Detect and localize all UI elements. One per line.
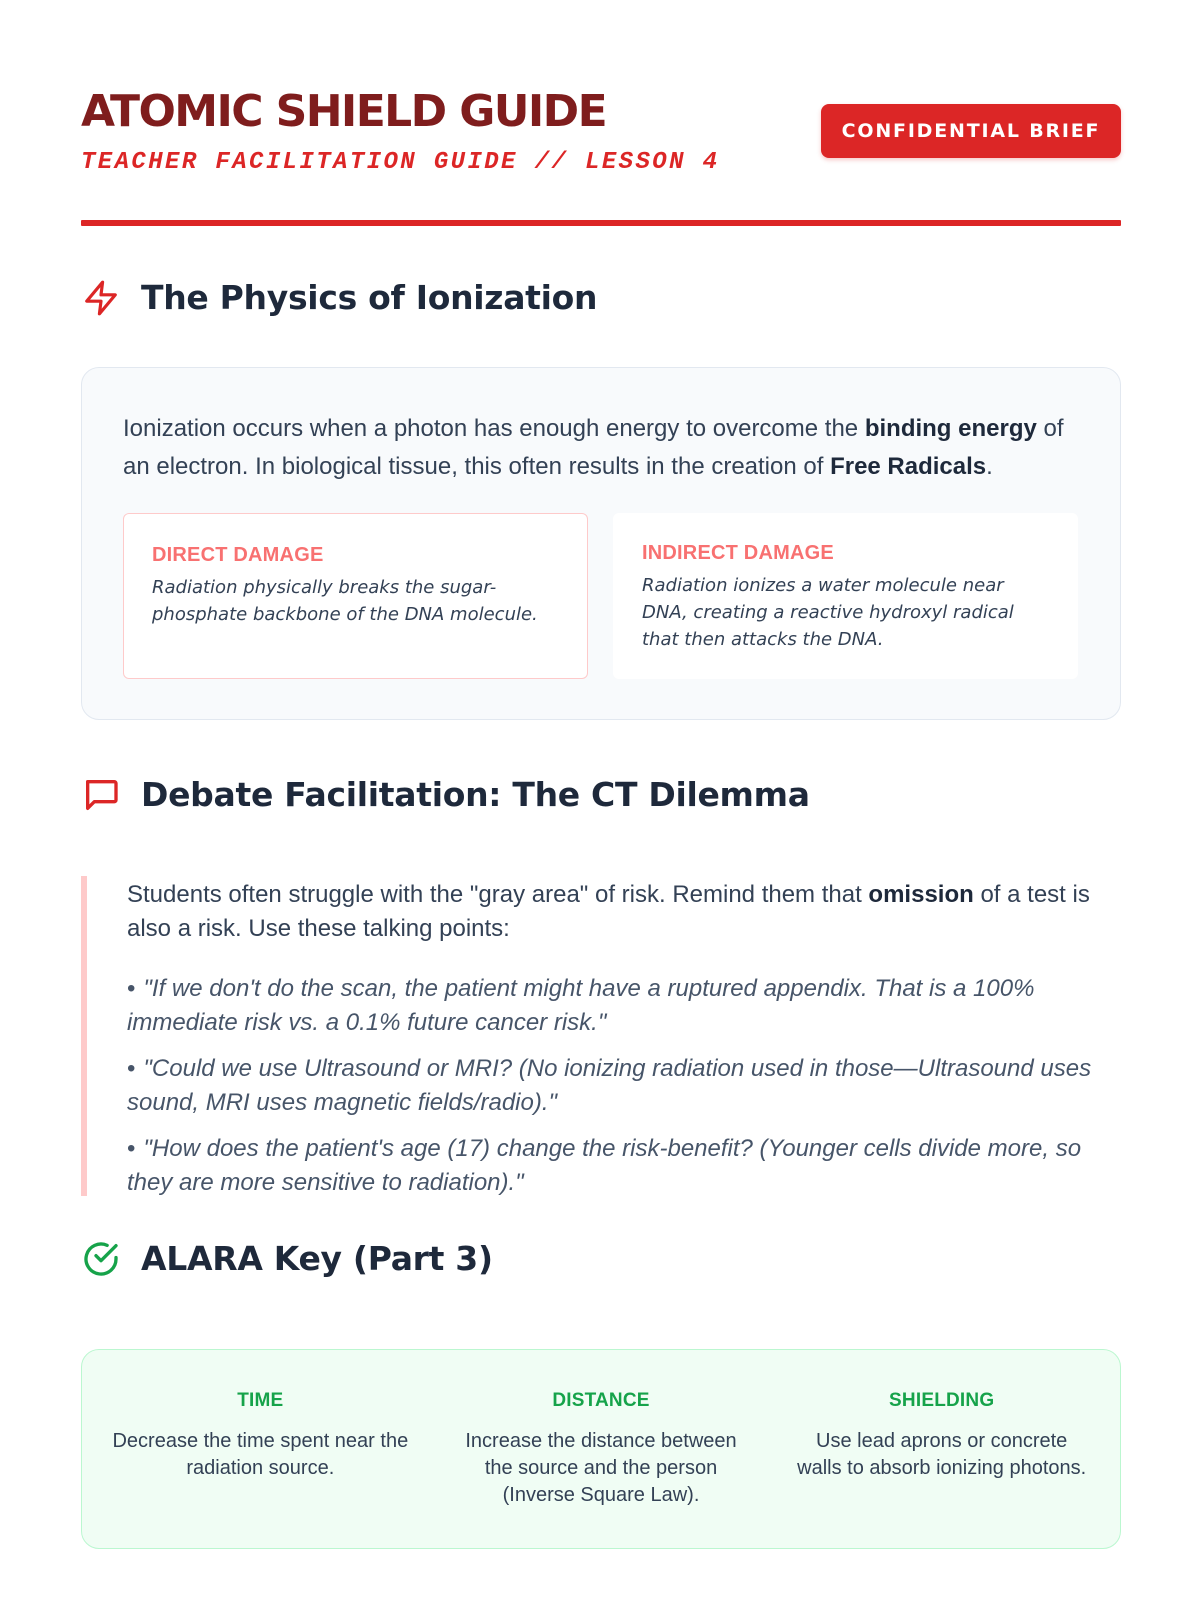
physics-paragraph [123, 410, 1083, 486]
direct-damage-box [123, 513, 588, 679]
debate-heading: Debate Facilitation: The CT Dilemma [141, 775, 810, 814]
direct-damage-text: Radiation physically breaks the sugar-phosphate backbone of the DNA molecule. [152, 577, 538, 625]
lightning-icon [81, 278, 121, 318]
physics-card [81, 367, 1121, 720]
debate-intro [127, 878, 1107, 946]
alara-card [81, 1349, 1121, 1549]
header-divider [81, 220, 1121, 226]
talking-points-list [127, 972, 1107, 1212]
talking-point-text: "If we don't do the scan, the patient might have a ruptured appendix. That is a 100% immediate risk vs. a 0.1% future cancer risk." [127, 975, 1035, 1036]
free-radicals-term: Free Radicals [830, 453, 987, 480]
debate-section-heading [81, 775, 810, 815]
alara-shielding-column [771, 1350, 1112, 1548]
alara-column-text: Increase the distance between the source and the person (Inverse Square Law). [465, 1430, 737, 1506]
physics-text-part: Ionization occurs when a photon has enough energy to overcome the [123, 415, 865, 442]
speech-bubble-icon [81, 775, 121, 815]
talking-point [127, 972, 1107, 1040]
indirect-damage-box [613, 513, 1078, 679]
guide-page [81, 0, 1121, 1506]
alara-column-text: Decrease the time spent near the radiation source. [112, 1430, 409, 1479]
alara-column-title: DISTANCE [552, 1390, 650, 1411]
alara-column-text: Use lead aprons or concrete walls to absorb ionizing photons. [797, 1430, 1087, 1479]
alara-section-heading [81, 1239, 493, 1279]
check-circle-icon [81, 1239, 121, 1279]
physics-section-heading [81, 278, 597, 318]
bullet-icon: • [127, 1055, 136, 1082]
direct-damage-title: DIRECT DAMAGE [152, 544, 324, 566]
physics-heading: The Physics of Ionization [141, 278, 598, 317]
page-header [81, 0, 1121, 226]
debate-intro-part: Students often struggle with the "gray area" of risk. Remind them that [127, 881, 869, 908]
talking-point-text: "How does the patient's age (17) change the risk-benefit? (Younger cells divide more, so they are more sensitive to radiation)." [127, 1135, 1082, 1196]
alara-heading: ALARA Key (Part 3) [141, 1239, 493, 1278]
omission-term: omission [868, 881, 974, 908]
confidential-badge: CONFIDENTIAL BRIEF [821, 104, 1121, 158]
binding-energy-term: binding energy [864, 415, 1037, 442]
debate-block [81, 876, 1121, 1196]
alara-column-title: SHIELDING [889, 1390, 995, 1411]
talking-point-text: "Could we use Ultrasound or MRI? (No ionizing radiation used in those—Ultrasound uses sound, MRI uses magnetic fields/radio)." [127, 1055, 1092, 1116]
debate-accent-bar [81, 876, 87, 1196]
bullet-icon: • [127, 1135, 136, 1162]
physics-text-part: . [986, 453, 993, 480]
physics-text-part: of an electron. In biological tissue, this often results in the creation of [123, 415, 1064, 480]
indirect-damage-title: INDIRECT DAMAGE [642, 542, 834, 564]
alara-distance-column [431, 1350, 772, 1548]
page-subtitle: TEACHER FACILITATION GUIDE // LESSON 4 [81, 149, 720, 176]
page-title: ATOMIC SHIELD GUIDE [81, 86, 607, 137]
debate-intro-part: of a test is also a risk. Use these talking points: [127, 881, 1090, 942]
talking-point [127, 1132, 1107, 1200]
alara-column-title: TIME [237, 1390, 284, 1411]
talking-point [127, 1052, 1107, 1120]
indirect-damage-text: Radiation ionizes a water molecule near DNA, creating a reactive hydroxyl radical that then attacks the DNA. [642, 575, 1014, 650]
bullet-icon: • [127, 975, 136, 1002]
alara-time-column [90, 1350, 431, 1548]
